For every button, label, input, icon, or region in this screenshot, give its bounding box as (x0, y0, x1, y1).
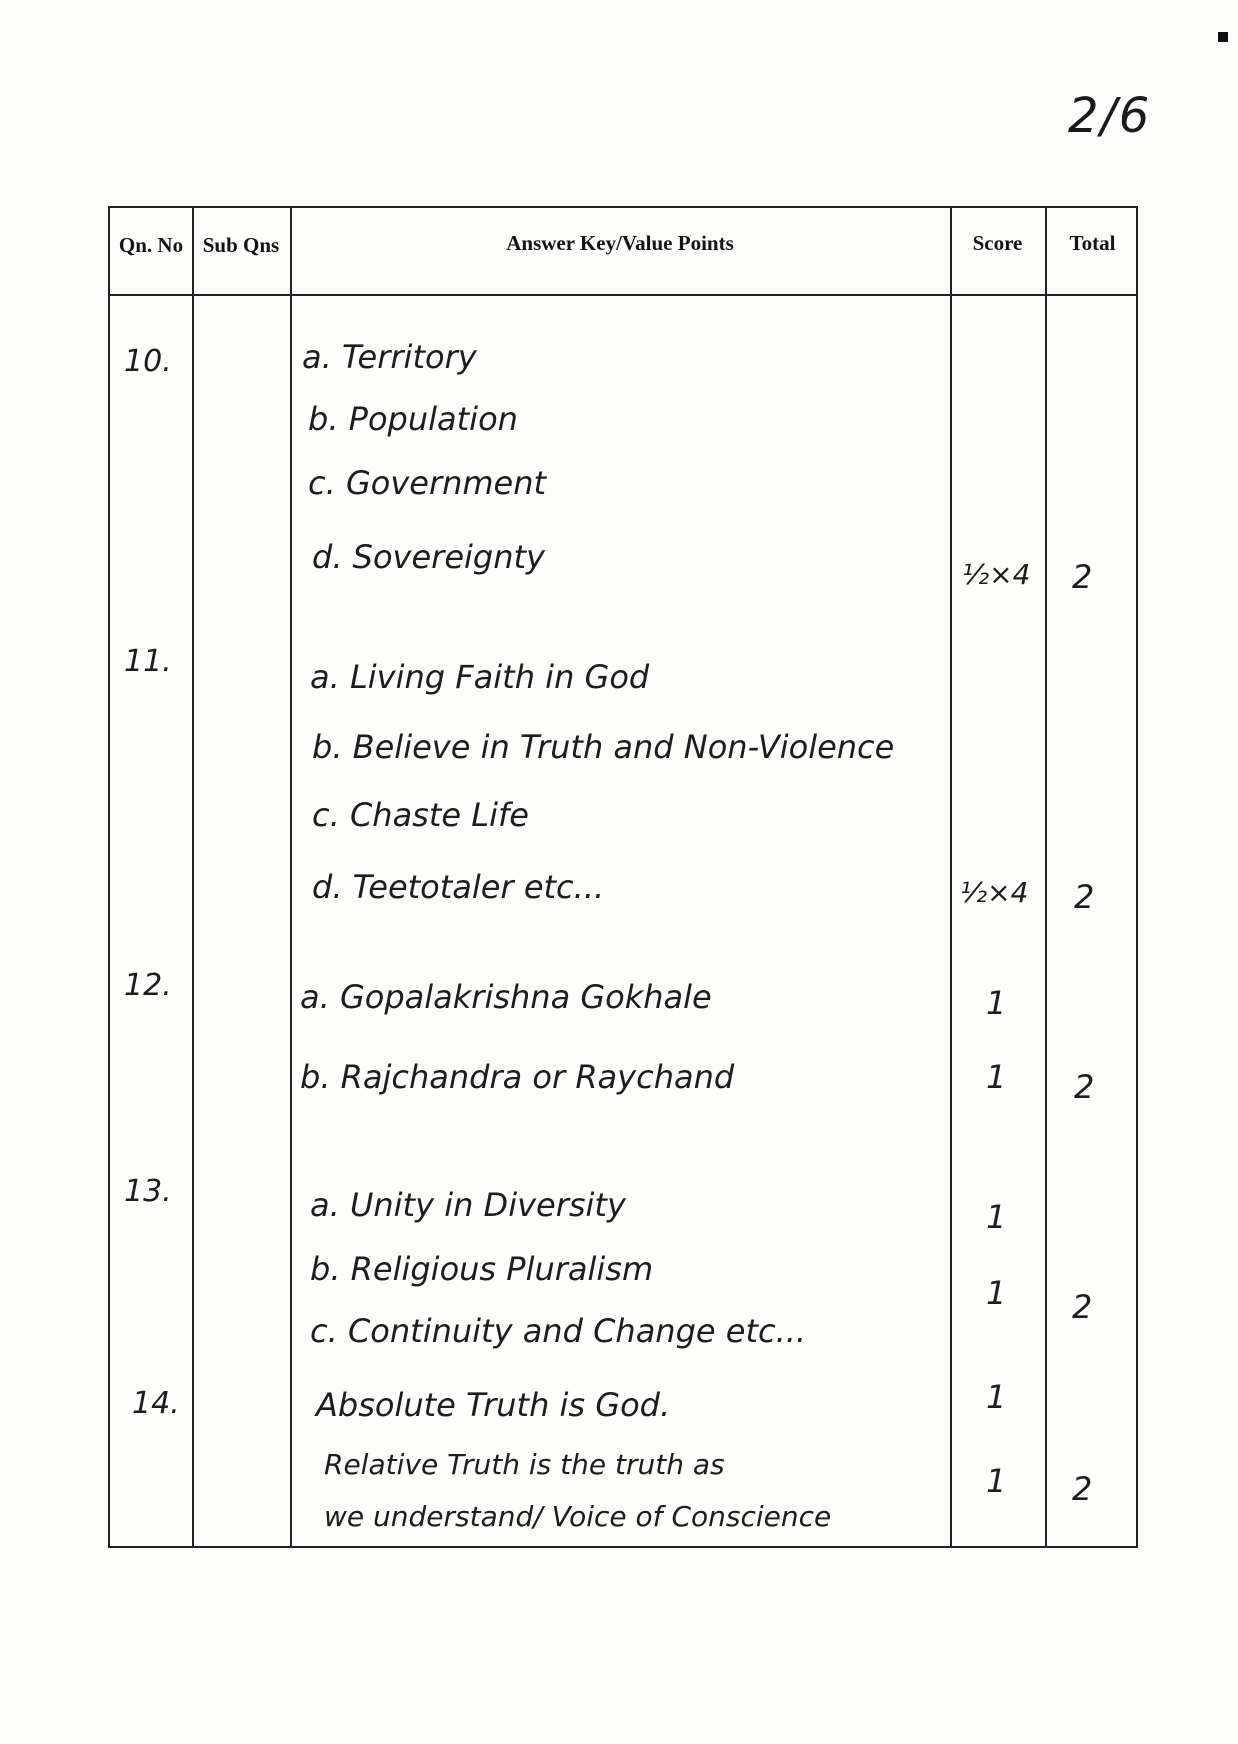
question-number: 11. (124, 644, 172, 679)
total-value: 2 (1074, 878, 1095, 916)
score-value: 1 (986, 1198, 1007, 1236)
total-value: 2 (1072, 1288, 1093, 1326)
score-value: ½×4 (960, 876, 1029, 909)
answer-line: a. Living Faith in God (310, 658, 650, 696)
answer-line: c. Continuity and Change etc... (310, 1312, 807, 1350)
total-value: 2 (1072, 558, 1093, 596)
total-value: 2 (1072, 1470, 1093, 1508)
score-value: 1 (986, 984, 1007, 1022)
answer-line: Absolute Truth is God. (316, 1386, 671, 1424)
header-sub-qns: Sub Qns (202, 233, 280, 257)
answer-line: a. Territory (302, 338, 477, 376)
score-value: ½×4 (962, 558, 1031, 591)
score-value: 1 (986, 1274, 1007, 1312)
answer-line: c. Government (308, 464, 547, 502)
col-divider (950, 208, 952, 1546)
answer-line: we understand/ Voice of Conscience (324, 1500, 832, 1533)
header-total: Total (1069, 231, 1116, 255)
answer-line: b. Religious Pluralism (310, 1250, 654, 1288)
col-divider (1045, 208, 1047, 1546)
question-number: 12. (124, 968, 172, 1003)
header-answer: Answer Key/Value Points (506, 231, 734, 255)
score-value: 1 (986, 1462, 1007, 1500)
question-number: 10. (124, 344, 172, 379)
score-value: 1 (986, 1058, 1007, 1096)
answer-line: d. Teetotaler etc... (312, 868, 605, 906)
col-divider (192, 208, 194, 1546)
score-value: 1 (986, 1378, 1007, 1416)
question-number: 14. (132, 1386, 180, 1421)
header-score: Score (972, 231, 1023, 255)
header-divider (110, 294, 1136, 296)
answer-line: b. Believe in Truth and Non-Violence (312, 728, 895, 766)
answer-line: b. Rajchandra or Raychand (300, 1058, 735, 1096)
answer-key-table (108, 206, 1138, 1548)
answer-line: d. Sovereignty (312, 538, 545, 576)
header-qn-no: Qn. No (118, 233, 184, 257)
answer-line: c. Chaste Life (312, 796, 529, 834)
answer-line: a. Unity in Diversity (310, 1186, 626, 1224)
corner-mark (1218, 32, 1228, 42)
page-number: 2/6 (1068, 88, 1152, 144)
col-divider (290, 208, 292, 1546)
answer-line: b. Population (308, 400, 518, 438)
total-value: 2 (1074, 1068, 1095, 1106)
question-number: 13. (124, 1174, 172, 1209)
answer-line: a. Gopalakrishna Gokhale (300, 978, 712, 1016)
answer-line: Relative Truth is the truth as (324, 1448, 725, 1481)
